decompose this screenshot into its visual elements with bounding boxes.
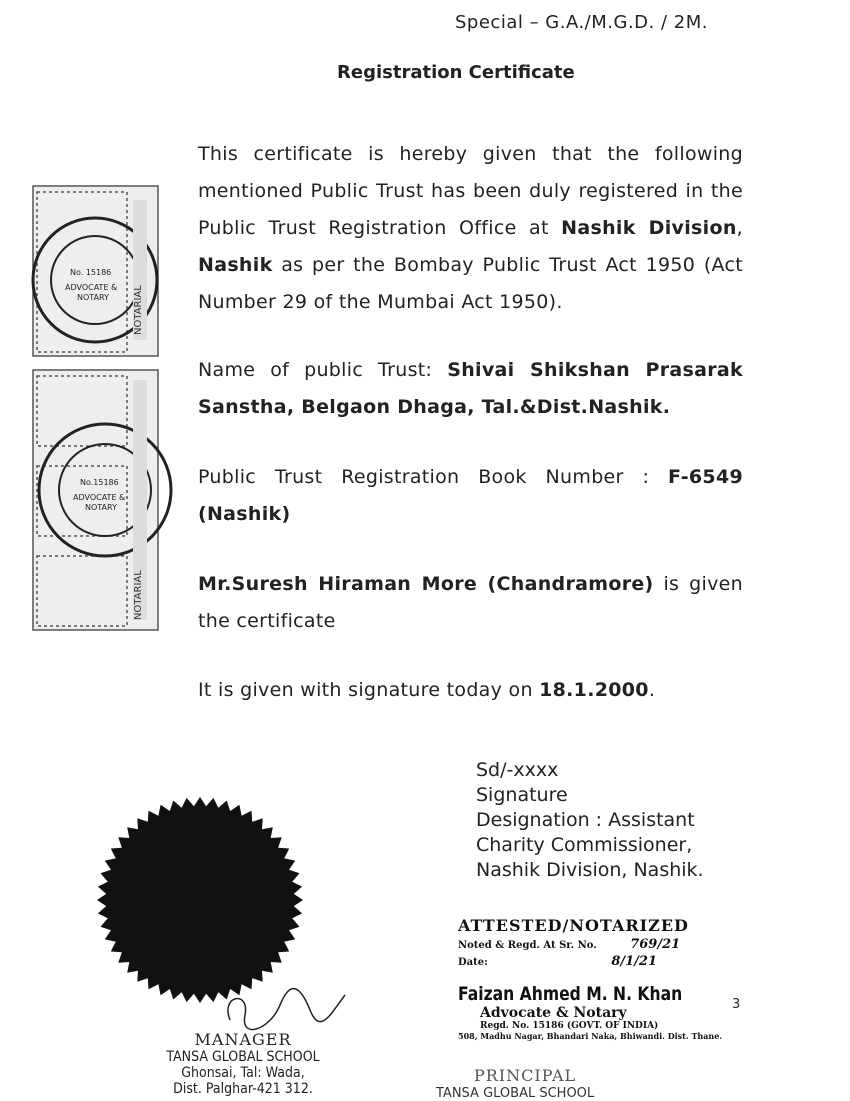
designation-line-1: Designation : Assistant [476,809,695,831]
date-line: Date: 8/1/21 [458,954,657,969]
trust-name: Shivai Shikshan Prasarak Sanstha, Belgaon Dhaga, Tal.&Dist.Nashik. [198,359,743,418]
notary-address: 508, Madhu Nagar, Bhandari Naka, Bhiwandi. Dist. Thane. [458,1031,723,1041]
para1-sep: , [736,217,743,239]
para1-text-a: This certificate is hereby given that the following mentioned Public Trust has been duly registered in the Public Trust Registration Office at [198,143,743,239]
division-name: Nashik Division [561,217,737,239]
issue-date: 18.1.2000 [539,679,649,701]
notary-reg-no: Regd. No. 15186 (GOVT. OF INDIA) [480,1021,659,1031]
date-label: It is given with signature today on [198,679,540,701]
signature-label: Signature [476,784,568,806]
paragraph-book-number [198,459,743,533]
svg-text:NOTARY: NOTARY [85,503,117,512]
sd-line: Sd/-xxxx [476,759,559,781]
manager-title: MANAGER [194,1030,292,1049]
notarial-label-2: NOTARIAL [133,570,144,620]
principal-school: TANSA GLOBAL SCHOOL [436,1086,595,1101]
manager-school: TANSA GLOBAL SCHOOL [166,1049,320,1065]
notarial-label-1: NOTARIAL [133,285,144,335]
svg-text:ADVOCATE &: ADVOCATE & [65,283,118,292]
black-seal-icon [95,795,305,1005]
regd-number: 769/21 [630,937,681,952]
notarial-stamps-image [25,180,175,640]
manager-address-1: Ghonsai, Tal: Wada, [181,1065,305,1081]
signature-block [476,758,704,883]
notary-date: 8/1/21 [611,954,657,969]
city-name: Nashik [198,254,273,276]
manager-address-2: Dist. Palghar-421 312. [173,1081,313,1097]
book-number: F-6549 (Nashik) [198,466,743,525]
regd-line: Noted & Regd. At Sr. No. 769/21 [458,937,681,952]
paragraph-recipient [198,566,743,640]
svg-text:ADVOCATE &: ADVOCATE & [73,493,126,502]
paragraph-trust-name [198,352,743,426]
svg-text:NOTARY: NOTARY [77,293,109,302]
reference-number: Special – G.A./M.G.D. / 2M. [455,12,708,33]
paragraph-registration [198,136,743,321]
para1-text-b: as per the Bombay Public Trust Act 1950 (Act Number 29 of the Mumbai Act 1950). [198,254,743,313]
book-label: Public Trust Registration Book Number : [198,466,669,488]
designation-line-2: Charity Commissioner, [476,834,693,856]
notary-name: Faizan Ahmed M. N. Khan [458,983,683,1005]
paragraph-date: It is given with signature today on 18.1.2000. [198,679,656,701]
attested-label: ATTESTED/NOTARIZED [458,916,689,935]
principal-title: PRINCIPAL [474,1066,577,1085]
document-title: Registration Certificate [337,62,575,83]
svg-text:No. 15186: No. 15186 [70,268,112,277]
recipient-text: is given the certificate [198,573,743,632]
notary-role: Advocate & Notary [480,1005,627,1021]
designation-line-3: Nashik Division, Nashik. [476,859,704,881]
manager-stamp [148,1030,338,1097]
notary-stamp [458,916,731,1041]
manager-signature-icon [200,975,360,1035]
svg-text:No.15186: No.15186 [80,478,119,487]
trust-label: Name of public Trust: [198,359,448,381]
page-number: 3 [732,997,741,1012]
recipient-name: Mr.Suresh Hiraman More (Chandramore) [198,573,654,595]
